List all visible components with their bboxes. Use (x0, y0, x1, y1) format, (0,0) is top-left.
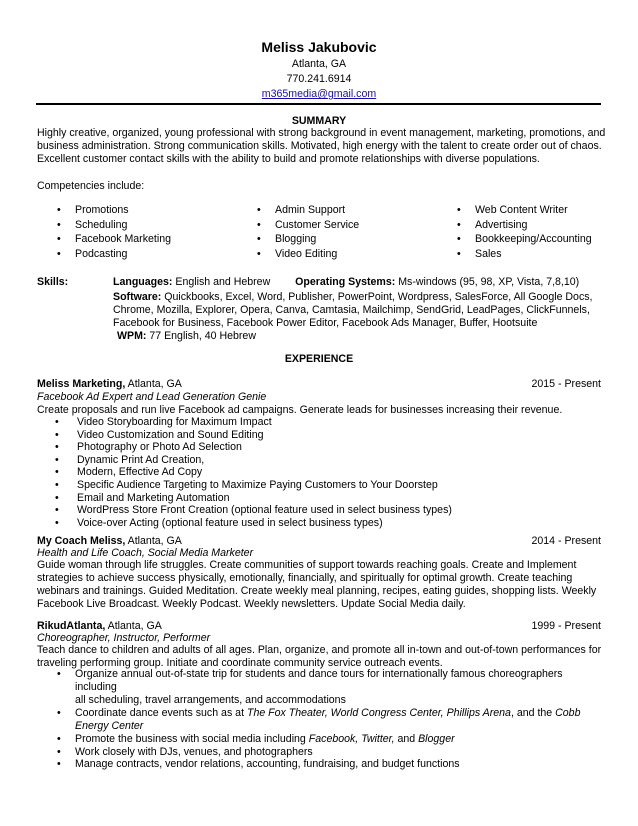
job-task-list (37, 668, 607, 771)
job-header: My Coach Meliss, Atlanta, GA (37, 535, 182, 547)
skills-languages-os: Languages: English and Hebrew Operating Systems: Ms-windows (95, 98, XP, Vista, 7,8,10) (113, 276, 580, 288)
city: Atlanta, GA (291, 58, 347, 70)
job-title: Health and Life Coach, Social Media Marketer (37, 547, 254, 559)
competencies-col-2 (237, 204, 359, 262)
task-item: • Video Customization and Sound Editing (55, 428, 264, 441)
competency-item: • Podcasting (57, 247, 128, 260)
job-header: RikudAtlanta, Atlanta, GA (37, 620, 162, 632)
task-item: • Email and Marketing Automation (55, 491, 230, 504)
competency-item: • Facebook Marketing (57, 233, 171, 245)
task-item: • Specific Audience Targeting to Maximize Paying Customers to Your Doorstep (55, 478, 438, 491)
summary-text (37, 127, 607, 166)
candidate-name: Meliss Jakubovic (261, 39, 377, 55)
job-desc: Create proposals and run live Facebook ad campaigns. Generate leads for businesses increasing their revenue. (37, 404, 563, 416)
competency-item: • Bookkeeping/Accounting (457, 233, 592, 245)
summary-line: Highly creative, organized, young professional with strong background in event management, marketing, promotions, and (37, 127, 606, 139)
task-item: • Manage contracts, vendor relations, accounting, fundraising, and budget functions (57, 758, 460, 771)
competency-item: • Admin Support (257, 204, 346, 216)
job-title: Facebook Ad Expert and Lead Generation Genie (37, 391, 267, 403)
task-item: • Dynamic Print Ad Creation, (55, 453, 205, 466)
email-wrap (0, 88, 638, 101)
skills-software: Software: Quickbooks, Excel, Word, Publisher, PowerPoint, Wordpress, SalesForce, All Google Docs, Chrome, Mozilla, Explorer, Opera, Canva, Camtasia, Mailchimp, SendGrid, LeadPages, ClickFunnels, Facebook for Business, Facebook Power Editor, Facebook Ads Manager, Buffer, Hootsuite (113, 291, 593, 329)
competency-item: • Customer Service (257, 218, 360, 231)
task-item: • Video Storyboarding for Maximum Impact (55, 416, 272, 428)
task-item: • Coordinate dance events such as at The Fox Theater, World Congress Center, Phillips Arena, and the Cobb Energy Center (57, 707, 581, 732)
task-item: • Work closely with DJs, venues, and photographers (57, 745, 313, 758)
competencies-label: Competencies include: (37, 180, 145, 192)
job-desc: Guide woman through life struggles. Create communities of support towards reaching goals. Create and Implement strategies to achieve success physically, emotionally, financially, and spiritually for optimal growth. Create teaching webinars and trainings. Guided Meditation. Create weekly meal planning, recipes, eating guides, shopping lists. Weekly Facebook Live Broadcast. Weekly Podcast. Weekly newsletters. Update Social Media daily. (37, 559, 597, 610)
competency-item: • Web Content Writer (457, 204, 568, 216)
task-item: • Promote the business with social media including Facebook, Twitter, and Blogger (57, 733, 455, 745)
job-desc: Teach dance to children and adults of all ages. Plan, organize, and promote all in-town and out-of-town performances for traveling performing group. Initiate and coordinate community service outreach events. (37, 644, 602, 669)
email-link[interactable]: m365media@gmail.com (261, 88, 377, 100)
job-dates: 2014 - Present (531, 535, 601, 547)
job-task-list (37, 416, 597, 529)
competency-item: • Sales (457, 247, 502, 260)
competency-item: • Promotions (57, 204, 129, 216)
skills-wpm: WPM: 77 English, 40 Hebrew (117, 330, 256, 342)
job-header: Meliss Marketing, Atlanta, GA (37, 378, 182, 390)
phone: 770.241.6914 (286, 73, 352, 85)
competencies-col-1 (37, 204, 171, 262)
job-title: Choreographer, Instructor, Performer (37, 632, 211, 644)
competency-item: • Blogging (257, 233, 317, 245)
competencies-col-3 (437, 204, 592, 262)
summary-line: Excellent customer contact skills with the ability to build and promote relationships with diverse populations. (37, 153, 540, 165)
task-item: • Photography or Photo Ad Selection (55, 441, 242, 454)
summary-heading: SUMMARY (291, 115, 347, 127)
task-item: • Voice-over Acting (optional feature used in select business types) (55, 516, 383, 529)
task-item: • WordPress Store Front Creation (optional feature used in select business types) (55, 504, 452, 517)
task-item: • Organize annual out-of-state trip for students and dance tours for internationally famous choreographers including all scheduling, travel arrangements, and accommodations (57, 668, 563, 706)
experience-heading: EXPERIENCE (284, 353, 354, 365)
header-divider (36, 103, 601, 105)
task-item: • Modern, Effective Ad Copy (55, 466, 203, 479)
job-dates: 2015 - Present (531, 378, 601, 390)
skills-label: Skills: (37, 276, 69, 288)
competency-item: • Scheduling (57, 218, 128, 231)
competency-item: • Video Editing (257, 247, 338, 260)
competency-item: • Advertising (457, 218, 528, 231)
job-dates: 1999 - Present (531, 620, 601, 632)
summary-line: business administration. Strong communication skills. Motivated, high energy with the talent to create order out of chaos. (37, 140, 602, 152)
